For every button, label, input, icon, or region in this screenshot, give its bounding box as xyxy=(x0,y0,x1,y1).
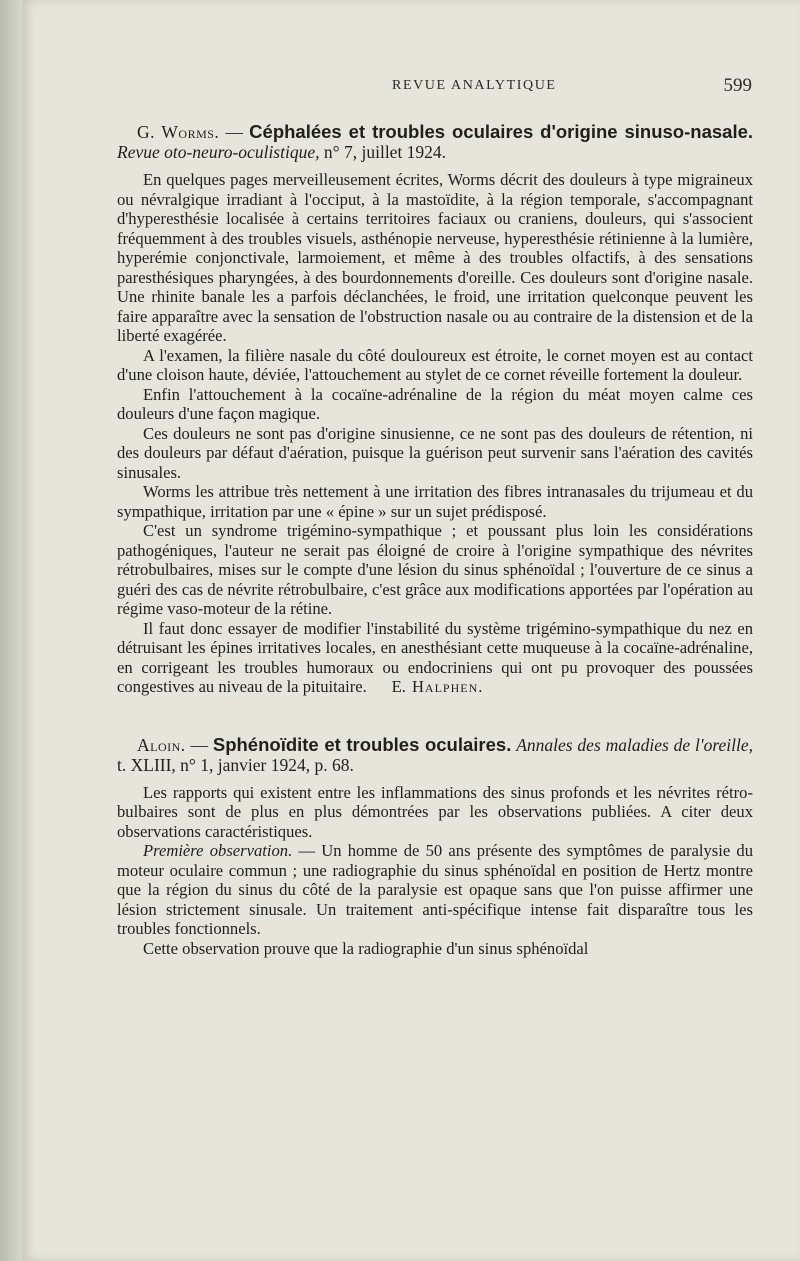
paragraph: C'est un syndrome trigémino-sympathique ; et poussant plus loin les considérations pathogéniques, l'auteur ne serait pas éloigné de croire à l'origine sympathique des névrites rétrobulbaires, mises sur le compte d'une lésion du sinus sphénoïdal ; l'ouverture de ce sinus a guéri des cas de névrite rétrobulbaire, c'est grâce aux modifications apportées par l'opération au régime vaso-moteur de la rétine. xyxy=(117,521,753,618)
reviewer-signature xyxy=(367,677,484,696)
signature-initial: E. xyxy=(391,677,406,696)
page-number: 599 xyxy=(723,75,752,96)
article-journal: Revue oto-neuro-oculistique, xyxy=(117,142,320,162)
article-worms xyxy=(117,122,753,697)
paragraph: A l'examen, la filière nasale du côté douloureux est étroite, le cornet moyen est au contact d'une cloison haute, déviée, l'attouchement au stylet de ce cornet réveille fortement la douleur. xyxy=(117,345,753,384)
paragraph xyxy=(117,619,753,697)
paragraph: Worms les attribue très nettement à une irritation des fibres intranasales du trijumeau et du sympathique, irritation par une « épine » sur un sujet prédisposé. xyxy=(117,482,753,521)
paragraph-text: Il faut donc essayer de modifier l'instabilité du système trigémino-sympathique du nez en détruisant les épines irritatives locales, en anesthésiant cette muqueuse à la cocaïne-adrénaline, en corrigeant les troubles humoraux ou endocriniens qui ont pu provoquer des poussées congestives au niveau de la pituitaire. xyxy=(117,618,753,696)
article-author: G. Worms. xyxy=(137,122,220,142)
article-heading xyxy=(117,122,753,162)
observation-label: Première observation. xyxy=(143,841,293,860)
signature-name: Halphen. xyxy=(411,677,484,696)
page-content xyxy=(117,122,753,958)
paragraph: Ces douleurs ne sont pas d'origine sinusienne, ce ne sont pas des douleurs de rétention, ni des douleurs par défaut d'aération, puisque la guérison peut survenir sans l'aération des cavités sinusales. xyxy=(117,423,753,482)
observation-text: — Un homme de 50 ans présente des symptômes de paralysie du moteur oculaire commun ; une radiographie du sinus sphénoïdal en position de Hertz montre que la région du sinus du côté de la paralysie est opaque sans que l'on puisse affirmer une lésion strictement sinusale. Un traitement anti-spécifique intense fait disparaître tous les troubles fonctionnels. xyxy=(117,841,753,938)
paragraph: En quelques pages merveilleusement écrites, Worms décrit des douleurs à type migraineux ou névralgique irradiant à l'occiput, à la mastoïdite, à la région temporale, s'accompagnant d'hyperesthésie localisée à certains territoires faciaux ou craniens, douleurs, qui s'associent fréquemment à des troubles visuels, asthénopie nerveuse, hyperesthésie rétinienne à la lumière, hyperémie conjonctivale, larmoiement, et même à des troubles olfactifs, à des sensations paresthésiques pharyngées, à des bourdonnements d'oreille. Ces douleurs sont d'origine nasale. Une rhinite banale les a parfois déclanchées, le froid, une irritation quelconque peuvent les faire apparaître avec la sensation de l'obstruction nasale ou au contraire de la distension et de la liberté exagérée. xyxy=(117,170,753,345)
paragraph: Cette observation prouve que la radiographie d'un sinus sphénoïdal xyxy=(143,938,589,958)
article-subject: Sphénoïdite et troubles oculaires. xyxy=(212,733,512,755)
article-heading xyxy=(117,735,753,775)
heading-dash: — xyxy=(225,122,243,142)
article-subject: Céphalées et troubles oculaires d'origine sinuso-nasale. xyxy=(249,121,754,142)
paragraph xyxy=(117,841,753,939)
article-author: Aloin. xyxy=(137,734,186,755)
journal-running-title: REVUE ANALYTIQUE xyxy=(392,78,557,93)
article-citation: t. XLIII, n° 1, janvier 1924, p. 68. xyxy=(117,754,354,775)
article-journal: Annales des maladies de l'oreille, xyxy=(516,734,753,755)
paragraph: Enfin l'attouchement à la cocaïne-adrénaline de la région du méat moyen calme ces douleurs d'une façon magique. xyxy=(117,384,753,423)
article-citation: n° 7, juillet 1924. xyxy=(323,142,447,162)
page-spine-shadow xyxy=(0,0,22,1261)
heading-dash: — xyxy=(190,734,209,755)
article-separator xyxy=(117,697,753,735)
article-aloin xyxy=(117,735,753,959)
paragraph: Les rapports qui existent entre les inflammations des sinus profonds et les névrites rétro-bulbaires sont de plus en plus démontrées par les observations publiées. A citer deux observations caractéristiques. xyxy=(117,782,753,841)
